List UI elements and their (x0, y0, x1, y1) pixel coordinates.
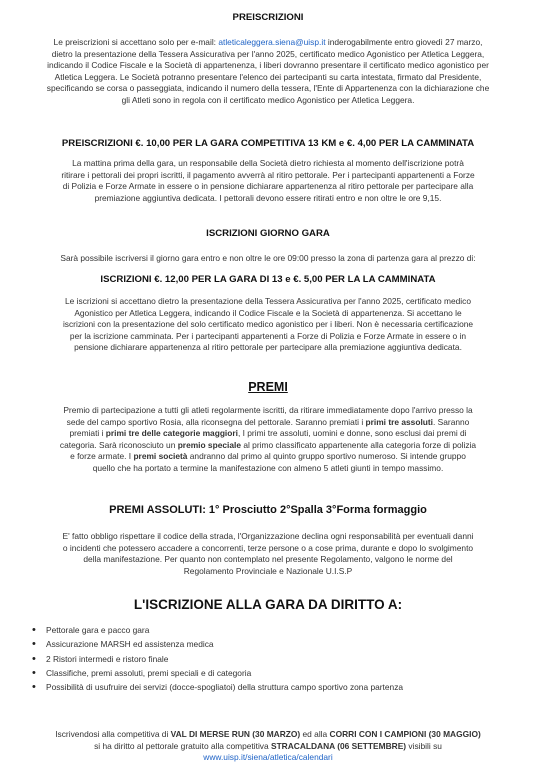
regolamento-text: E' fatto obbligo rispettare il codice della strada, l'Organizzazione declina ogni responsabilità per eventuali danni o incidenti che potessero accadere a concorrenti, terze persone o a cose prima, durante e dopo lo svolgimento della manifestazione. Per quanto non contemplato nel presente Regolamento, valgono le norme del Regolamento Provinciale e Nazionale U.I.S.P (62, 531, 474, 576)
prezzi-giorno-text: Le iscrizioni si accettano dietro la presentazione della Tessera Assicurativa per l'anno 2025, certificato medico Agonistico per Atletica Leggera, indicando il Codice Fiscale e la Società di appartenenza. Si accettano le iscrizioni con la presentazione del solo certificato medico agonistico per i liberi. Non è necessaria certificazione per la iscrizione camminata. Per i partecipanti appartenenti a Forze di Polizia e Forze Armate in essere o in pensione dichiarare appartenenza al ritiro pettorale per partecipare alla premiazione aggiuntiva dedicata. (62, 296, 474, 353)
list-item: • Classifiche, premi assoluti, premi speciali e di categoria (30, 666, 510, 680)
section-title-premi-assoluti: PREMI ASSOLUTI: 1° Prosciutto 2°Spalla 3°Forma formaggio (109, 504, 427, 516)
footer-text: Iscrivendosi alla competitiva di VAL DI MERSE RUN (30 MARZO) ed alla CORRI CON I CAMPIONI (30 MAGGIO) si ha diritto al pettorale gratuito alla competitiva STRACALDANA (06 SETTEMBRE) visibili su www.uisp.it/siena/atletica/calendari (55, 729, 481, 763)
list-item: • 2 Ristori intermedi e ristoro finale (30, 652, 510, 666)
section-title-preiscrizioni: PREISCRIZIONI (232, 12, 304, 23)
section-title-prezzi: PREISCRIZIONI €. 10,00 PER LA GARA COMPETITIVA 13 KM e €. 4,00 PER LA CAMMINATA (61, 138, 475, 149)
section-title-giorno-gara: ISCRIZIONI GIORNO GARA (206, 228, 330, 239)
email-link[interactable]: atleticaleggera.siena@uisp.it (218, 37, 326, 47)
giorno-gara-text: Sarà possibile iscriversi il giorno gara entro e non oltre le ore 09:00 presso la zona di partenza gara al prezzo di: (60, 253, 476, 263)
section-title-premi: PREMI (248, 380, 288, 394)
list-item: • Assicurazione MARSH ed assistenza medica (30, 637, 510, 651)
benefits-list (30, 623, 510, 694)
section-title-prezzi-giorno: ISCRIZIONI €. 12,00 PER LA GARA DI 13 e €. 5,00 PER LA LA CAMMINATA (100, 274, 436, 285)
list-item: • Pettorale gara e pacco gara (30, 623, 510, 637)
preiscrizioni-text: Le preiscrizioni si accettano solo per e-mail: atleticaleggera.siena@uisp.it inderogabilmente entro giovedì 27 marzo, dietro la presentazione della Tessera Assicurativa per l'anno 2025, certificato medico Agonistico per Atletica Leggera, indicando il Codice Fiscale e la Società di appartenenza, i liberi dovranno presentare il certificato medico agonistico per Atletica Leggera. Le Società potranno presentare l'elenco dei partecipanti su carta intestata, firmato dal Presidente, specificando se corsa o passeggiata, indicando il numero della tessera, l'Ente di Appartenenza con la dichiarazione che gli Atleti sono in regola con il certificato medico Agonistico per Atletica Leggera. (46, 37, 490, 105)
section-title-diritto: L'ISCRIZIONE ALLA GARA DA DIRITTO A: (133, 597, 403, 612)
premi-text: Premio di partecipazione a tutti gli atleti regolarmente iscritti, da ritirare immediatamente dopo l'arrivo presso la sede del campo sportivo Rosia, alla riconsegna del pettorale. Saranno premiati i primi tre assoluti. Saranno premiati i primi tre delle categorie maggiori, I primi tre assoluti, uomini e donne, sono esclusi dai premi di categoria. Sarà riconosciuto un premio speciale al primo classificato appartenente alla categoria forze di polizia e forze armate. I premi società andranno dal primo al quinto gruppo sportivo numeroso. Si intende gruppo quello che ha portato a termine la manifestazione con almeno 5 atleti giunti in tempo massimo. (59, 405, 477, 473)
list-item: • Possibilità di usufruire dei servizi (docce-spogliatoi) della struttura campo sportivo zona partenza (30, 680, 510, 694)
calendar-link[interactable]: www.uisp.it/siena/atletica/calendari (203, 752, 333, 763)
prezzi-text: La mattina prima della gara, un responsabile della Società dietro richiesta al momento dell'iscrizione potrà ritirare i pettorali dei propri iscritti, il pagamento avverrà al ritiro pettorale. Per i partecipanti appartenenti a Forze di Polizia e Forze Armate in essere o in pensione dichiarare appartenenza al ritiro pettorale per partecipare alla premiazione aggiuntiva dedicata. I pettorali devono essere ritirati entro e non oltre le ore 9,15. (61, 158, 475, 203)
